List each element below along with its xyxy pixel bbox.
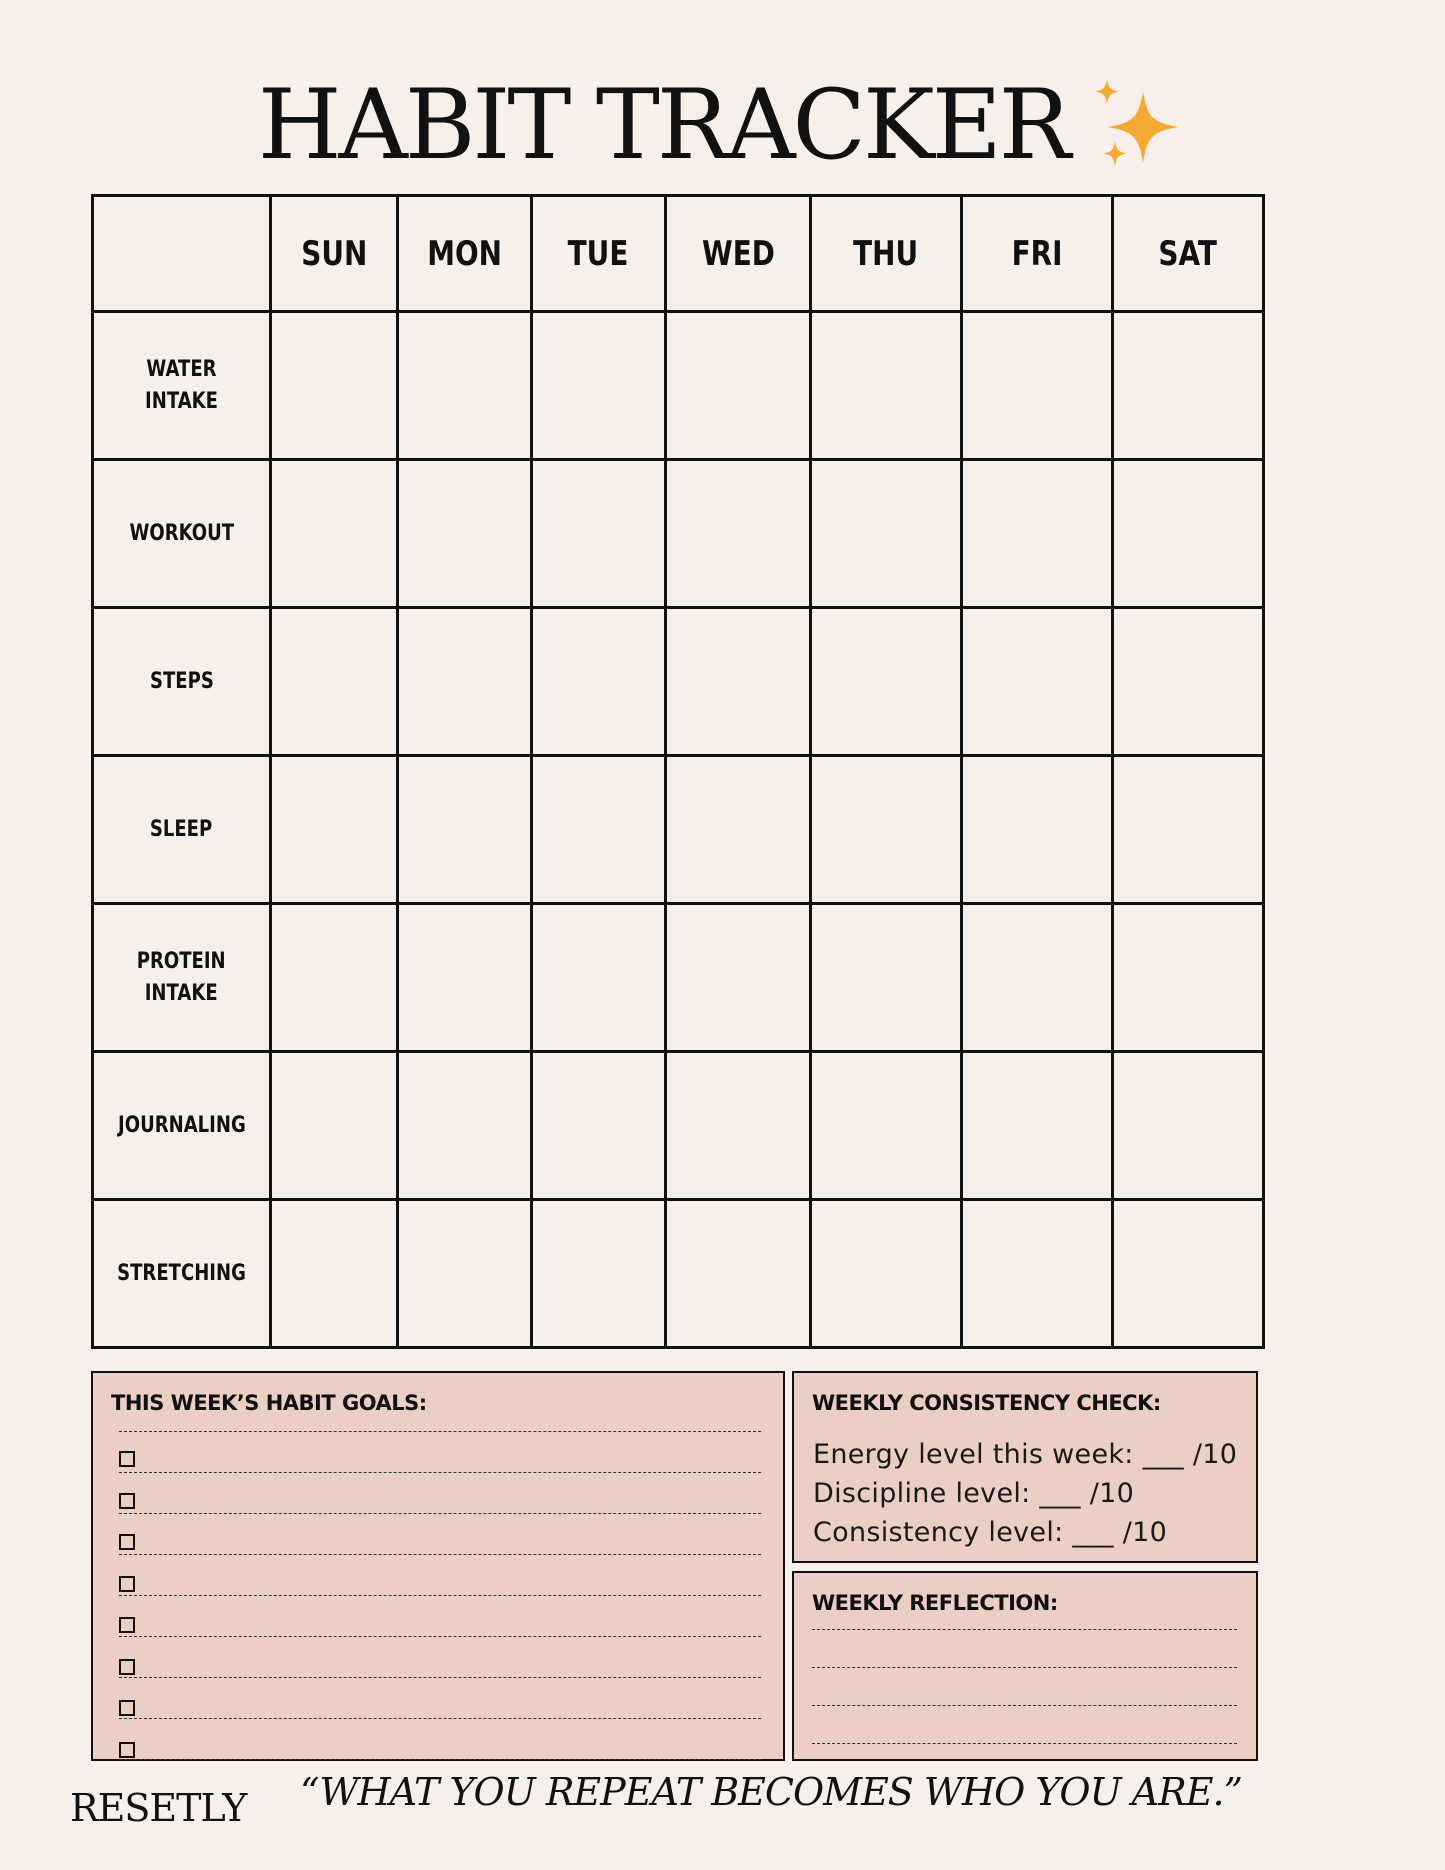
- habit-tracker-grid: [91, 194, 1265, 1349]
- reflection-line[interactable]: [812, 1705, 1237, 1706]
- day-header-thu: [811, 196, 962, 312]
- day-label: SUN: [300, 233, 368, 274]
- tracker-cell-thu[interactable]: [811, 608, 962, 756]
- goal-line[interactable]: [119, 1513, 761, 1514]
- goal-line[interactable]: [119, 1431, 761, 1432]
- tracker-cell-mon[interactable]: [398, 1052, 532, 1200]
- tracker-cell-sat[interactable]: [1113, 460, 1264, 608]
- tracker-cell-wed[interactable]: [666, 460, 811, 608]
- tracker-cell-sun[interactable]: [271, 460, 398, 608]
- tracker-cell-sun[interactable]: [271, 1052, 398, 1200]
- goal-checkbox[interactable]: [119, 1451, 135, 1467]
- weekly-reflection-panel: [792, 1571, 1258, 1761]
- tracker-cell-sun[interactable]: [271, 608, 398, 756]
- tracker-cell-tue[interactable]: [532, 608, 666, 756]
- goal-line[interactable]: [119, 1636, 761, 1637]
- day-header-sun: [271, 196, 398, 312]
- tracker-cell-tue[interactable]: [532, 1052, 666, 1200]
- day-label: MON: [427, 233, 502, 274]
- habit-label: STEPS: [149, 668, 214, 694]
- goal-checkbox[interactable]: [119, 1617, 135, 1633]
- discipline-level-line[interactable]: Discipline level: ___ /10: [813, 1478, 1135, 1509]
- tracker-cell-sun[interactable]: [271, 756, 398, 904]
- tracker-cell-tue[interactable]: [532, 460, 666, 608]
- tracker-cell-fri[interactable]: [962, 312, 1113, 460]
- tracker-cell-fri[interactable]: [962, 1052, 1113, 1200]
- tracker-cell-tue[interactable]: [532, 756, 666, 904]
- tracker-cell-sat[interactable]: [1113, 756, 1264, 904]
- tracker-cell-mon[interactable]: [398, 1200, 532, 1348]
- goal-line[interactable]: [119, 1595, 761, 1596]
- habit-label-cell: [93, 312, 271, 460]
- goal-line[interactable]: [119, 1759, 761, 1760]
- tracker-cell-wed[interactable]: [666, 312, 811, 460]
- goal-checkbox[interactable]: [119, 1659, 135, 1675]
- day-label: THU: [853, 233, 919, 274]
- consistency-check-title: WEEKLY CONSISTENCY CHECK:: [812, 1391, 1161, 1415]
- habit-label-cell: [93, 904, 271, 1052]
- habit-label: WATER INTAKE: [145, 356, 218, 414]
- page-header: [0, 70, 1445, 180]
- goal-line[interactable]: [119, 1677, 761, 1678]
- tracker-cell-thu[interactable]: [811, 460, 962, 608]
- tracker-cell-wed[interactable]: [666, 756, 811, 904]
- goal-line[interactable]: [119, 1472, 761, 1473]
- reflection-line[interactable]: [812, 1667, 1237, 1668]
- tracker-cell-sat[interactable]: [1113, 1052, 1264, 1200]
- tracker-cell-mon[interactable]: [398, 904, 532, 1052]
- tracker-cell-fri[interactable]: [962, 460, 1113, 608]
- day-header-wed: [666, 196, 811, 312]
- tracker-cell-fri[interactable]: [962, 1200, 1113, 1348]
- tracker-cell-sat[interactable]: [1113, 608, 1264, 756]
- habit-row: [93, 756, 1264, 904]
- tracker-cell-fri[interactable]: [962, 608, 1113, 756]
- goal-checkbox[interactable]: [119, 1742, 135, 1758]
- tracker-cell-sat[interactable]: [1113, 904, 1264, 1052]
- habit-label: WORKOUT: [129, 520, 234, 546]
- habit-goals-title: THIS WEEK’S HABIT GOALS:: [111, 1391, 427, 1415]
- day-label: FRI: [1011, 233, 1063, 274]
- reflection-line[interactable]: [812, 1629, 1237, 1630]
- tracker-cell-wed[interactable]: [666, 1200, 811, 1348]
- tracker-cell-wed[interactable]: [666, 904, 811, 1052]
- day-header-mon: [398, 196, 532, 312]
- tracker-cell-sat[interactable]: [1113, 1200, 1264, 1348]
- day-header-sat: [1113, 196, 1264, 312]
- habit-row: [93, 608, 1264, 756]
- habit-label: JOURNALING: [117, 1112, 246, 1138]
- goal-line[interactable]: [119, 1718, 761, 1719]
- footer-quote: “WHAT YOU REPEAT BECOMES WHO YOU ARE.”: [300, 1770, 1242, 1814]
- habit-label-cell: [93, 1052, 271, 1200]
- day-header-row: [93, 196, 1264, 312]
- tracker-cell-sun[interactable]: [271, 312, 398, 460]
- goal-checkbox[interactable]: [119, 1493, 135, 1509]
- goal-checkbox[interactable]: [119, 1576, 135, 1592]
- tracker-cell-wed[interactable]: [666, 608, 811, 756]
- habit-label: PROTEIN INTAKE: [137, 948, 226, 1006]
- reflection-line[interactable]: [812, 1743, 1237, 1744]
- energy-level-line[interactable]: Energy level this week: ___ /10: [813, 1439, 1238, 1470]
- tracker-cell-thu[interactable]: [811, 1200, 962, 1348]
- day-label: TUE: [568, 233, 629, 274]
- day-header-tue: [532, 196, 666, 312]
- weekly-reflection-title: WEEKLY REFLECTION:: [812, 1591, 1058, 1615]
- tracker-cell-sat[interactable]: [1113, 312, 1264, 460]
- habit-label: STRETCHING: [117, 1260, 246, 1286]
- day-label: WED: [701, 233, 775, 274]
- tracker-cell-sun[interactable]: [271, 904, 398, 1052]
- tracker-cell-mon[interactable]: [398, 608, 532, 756]
- consistency-lines: [813, 1435, 1237, 1552]
- sparkles-icon: [1091, 77, 1187, 173]
- tracker-cell-sun[interactable]: [271, 1200, 398, 1348]
- tracker-cell-thu[interactable]: [811, 904, 962, 1052]
- goal-checkbox[interactable]: [119, 1534, 135, 1550]
- habit-row: [93, 312, 1264, 460]
- habit-label-cell: [93, 1200, 271, 1348]
- tracker-cell-thu[interactable]: [811, 1052, 962, 1200]
- tracker-cell-tue[interactable]: [532, 1200, 666, 1348]
- habit-label: SLEEP: [150, 816, 213, 842]
- tracker-cell-fri[interactable]: [962, 756, 1113, 904]
- habit-row: [93, 460, 1264, 608]
- habit-label-cell: [93, 608, 271, 756]
- habit-row: [93, 904, 1264, 1052]
- tracker-cell-fri[interactable]: [962, 904, 1113, 1052]
- brand-logo: RESETLY: [70, 1786, 247, 1830]
- goal-checkbox[interactable]: [119, 1700, 135, 1716]
- habit-label-cell: [93, 460, 271, 608]
- tracker-cell-tue[interactable]: [532, 312, 666, 460]
- day-label: SAT: [1158, 233, 1218, 274]
- tracker-cell-mon[interactable]: [398, 460, 532, 608]
- consistency-level-line[interactable]: Consistency level: ___ /10: [813, 1517, 1168, 1548]
- habit-label-cell: [93, 756, 271, 904]
- tracker-cell-wed[interactable]: [666, 1052, 811, 1200]
- habit-row: [93, 1052, 1264, 1200]
- tracker-cell-mon[interactable]: [398, 756, 532, 904]
- habit-goals-panel: [91, 1371, 785, 1761]
- page-title: HABIT TRACKER: [257, 69, 1069, 181]
- tracker-cell-thu[interactable]: [811, 756, 962, 904]
- habit-row: [93, 1200, 1264, 1348]
- corner-cell: [93, 196, 271, 312]
- day-header-fri: [962, 196, 1113, 312]
- habit-rows: [93, 312, 1264, 1348]
- tracker-cell-thu[interactable]: [811, 312, 962, 460]
- goal-line[interactable]: [119, 1554, 761, 1555]
- tracker-cell-tue[interactable]: [532, 904, 666, 1052]
- consistency-check-panel: [792, 1371, 1258, 1563]
- tracker-cell-mon[interactable]: [398, 312, 532, 460]
